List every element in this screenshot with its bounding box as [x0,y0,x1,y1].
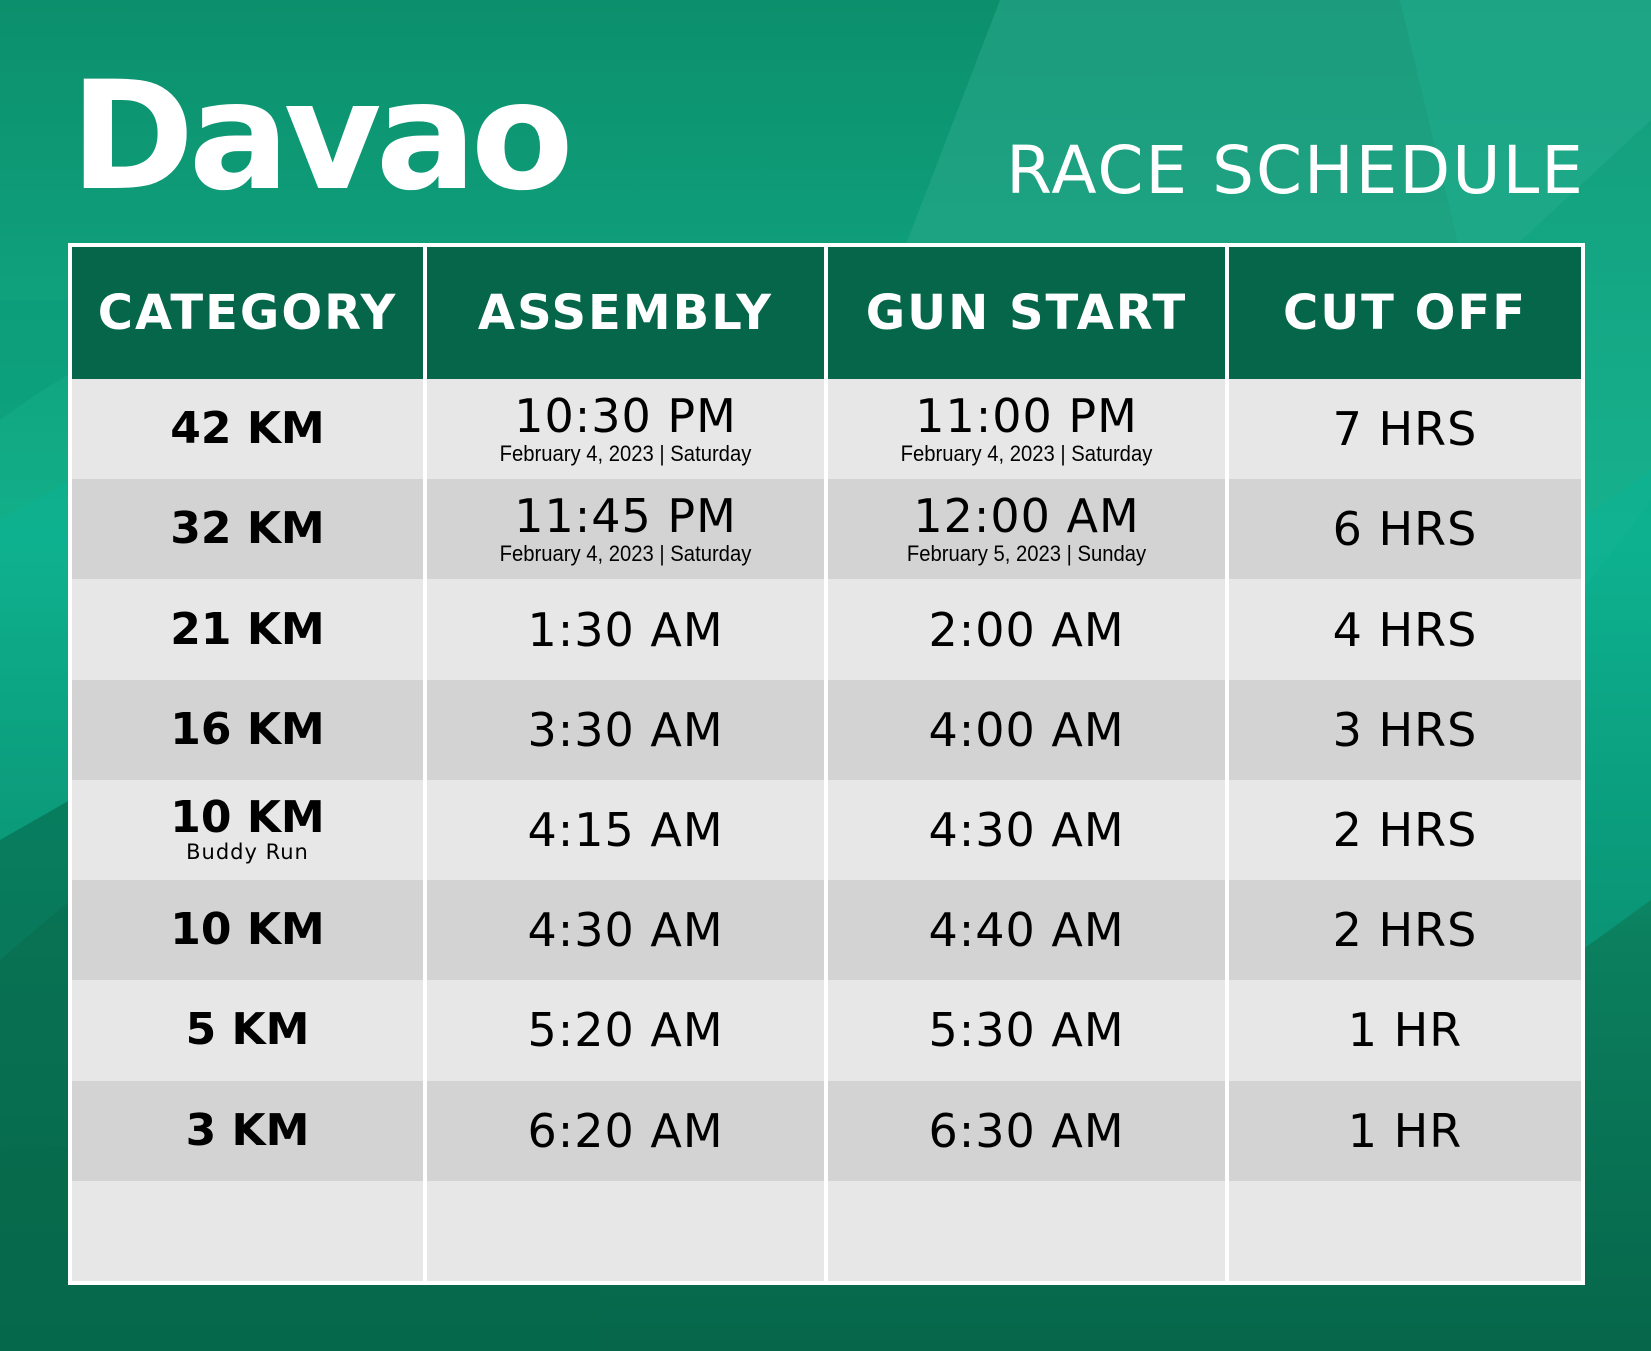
assembly-cell [427,680,824,780]
category-label: 5 KM [185,1004,310,1056]
gun-start-time: 11:00 PM [915,389,1138,444]
gun-start-cell [828,579,1225,679]
cut-off-cell [1229,980,1581,1080]
category-cell [72,1081,423,1181]
table-row [72,980,1581,1080]
category-cell [72,579,423,679]
gun-start-time: 5:30 AM [928,1003,1125,1058]
table-row [72,479,1581,579]
category-label: 21 KM [170,603,325,655]
assembly-time: 6:20 AM [527,1103,724,1158]
cut-off-cell [1229,479,1581,579]
assembly-time: 11:45 PM [514,489,737,544]
cut-off-value: 6 HRS [1332,502,1478,557]
column-header-gun-start: GUN START [828,243,1225,379]
category-label: 10 KM [170,792,325,844]
gun-start-time: 12:00 AM [913,489,1140,544]
cut-off-cell [1229,780,1581,880]
page-subtitle: RACE SCHEDULE [1006,132,1585,209]
empty-cell [427,1181,824,1285]
gun-start-time: 4:00 AM [928,702,1125,757]
cut-off-value: 4 HRS [1332,602,1478,657]
category-cell [72,780,423,880]
page-title: Davao [70,50,568,224]
assembly-cell [427,479,824,579]
cut-off-value: 2 HRS [1332,903,1478,958]
category-label: 16 KM [170,703,325,755]
gun-start-cell [828,880,1225,980]
gun-start-time: 2:00 AM [928,602,1125,657]
cut-off-value: 3 HRS [1332,702,1478,757]
gun-start-cell [828,479,1225,579]
assembly-time: 4:15 AM [527,802,724,857]
category-cell [72,880,423,980]
category-label: 32 KM [170,503,325,555]
category-label: 42 KM [170,403,325,455]
table-row [72,1081,1581,1181]
category-note: Buddy Run [186,840,309,865]
assembly-date: February 4, 2023 | Saturday [499,441,752,467]
gun-start-cell [828,980,1225,1080]
assembly-date: February 4, 2023 | Saturday [499,541,752,567]
table-row [72,880,1581,980]
column-header-cut-off: CUT OFF [1229,243,1581,379]
column-header-category: CATEGORY [72,243,423,379]
gun-start-cell [828,780,1225,880]
assembly-time: 10:30 PM [514,389,737,444]
empty-cell [1229,1181,1581,1285]
assembly-cell [427,780,824,880]
cut-off-cell [1229,579,1581,679]
table-header-row [72,243,1581,379]
column-header-assembly: ASSEMBLY [427,243,824,379]
gun-start-date: February 4, 2023 | Saturday [900,441,1153,467]
category-label: 3 KM [185,1104,310,1156]
category-label: 10 KM [170,904,325,956]
cut-off-cell [1229,880,1581,980]
cut-off-value: 2 HRS [1332,802,1478,857]
category-cell [72,980,423,1080]
assembly-cell [427,579,824,679]
gun-start-cell [828,379,1225,479]
gun-start-cell [828,680,1225,780]
assembly-cell [427,880,824,980]
assembly-time: 4:30 AM [527,903,724,958]
gun-start-time: 4:40 AM [928,903,1125,958]
cut-off-cell [1229,680,1581,780]
assembly-cell [427,379,824,479]
table-row [72,680,1581,780]
category-cell [72,479,423,579]
cut-off-cell [1229,1081,1581,1181]
cut-off-cell [1229,379,1581,479]
table-row [72,780,1581,880]
assembly-cell [427,1081,824,1181]
empty-cell [828,1181,1225,1285]
empty-cell [72,1181,423,1285]
gun-start-cell [828,1081,1225,1181]
table-row [72,579,1581,679]
empty-row [72,1181,1581,1285]
assembly-time: 1:30 AM [527,602,724,657]
assembly-time: 3:30 AM [527,702,724,757]
schedule-table-container [68,243,1582,1285]
table-row [72,379,1581,479]
gun-start-date: February 5, 2023 | Sunday [906,541,1147,567]
category-cell [72,680,423,780]
gun-start-time: 6:30 AM [928,1103,1125,1158]
assembly-time: 5:20 AM [527,1003,724,1058]
gun-start-time: 4:30 AM [928,802,1125,857]
assembly-cell [427,980,824,1080]
category-cell [72,379,423,479]
cut-off-value: 1 HR [1347,1103,1463,1158]
cut-off-value: 7 HRS [1332,402,1478,457]
cut-off-value: 1 HR [1347,1003,1463,1058]
race-schedule-table [68,243,1585,1285]
